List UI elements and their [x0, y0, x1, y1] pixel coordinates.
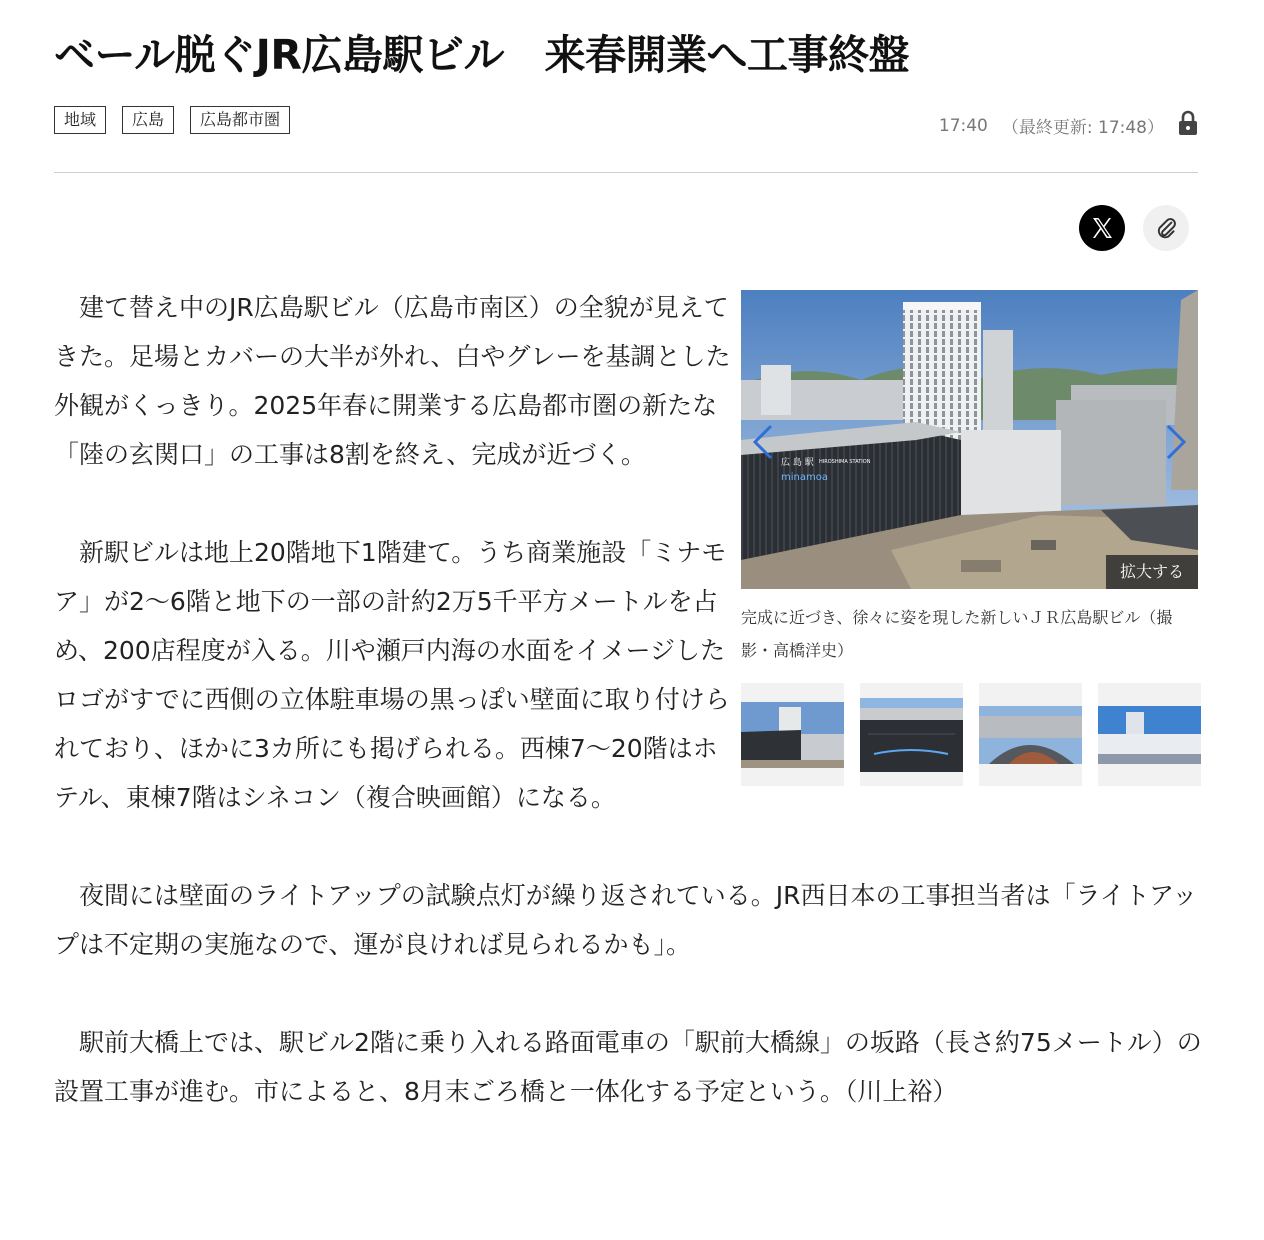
tag-hiroshima[interactable]: 広島 — [122, 106, 174, 134]
paragraph-2: 新駅ビルは地上20階地下1階建て。うち商業施設「ミナモア」が2～6階と地下の一部の計約2万5千平方メートルを占め、200店程度が入る。川や瀬戸内海の水面をイメージしたロゴがすでに西側の立体駐車場の黒っぽい壁面に取り付けられており、ほかに3カ所にも掲げられる。西棟7～20階はホテル、東棟7階はシネコン（複合映画館）になる。 — [54, 538, 730, 812]
thumbnail-2-image — [860, 698, 963, 772]
lock-icon — [1178, 110, 1198, 141]
tag-list — [54, 106, 290, 134]
photo-caption: 完成に近づき、徐々に姿を現した新しいＪＲ広島駅ビル（撮影・高橋洋史） — [741, 608, 1173, 660]
thumbnail-4[interactable] — [1098, 683, 1201, 786]
article-title: ベール脱ぐJR広島駅ビル 来春開業へ工事終盤 — [54, 31, 910, 79]
station-building-photo — [741, 290, 1198, 589]
sign-station-roman: HIROSHIMA STATION — [819, 459, 871, 465]
chevron-left-icon[interactable] — [749, 422, 779, 462]
sign-station-name: 広 島 駅 — [781, 458, 814, 468]
paragraph-4: 駅前大橋上では、駅ビル2階に乗り入れる路面電車の「駅前大橋線」の坂路（長さ約75メートル）の設置工事が進む。市によると、8月末ごろ橋と一体化する予定という。（川上裕） — [54, 1028, 1202, 1106]
article-meta — [939, 110, 1198, 141]
share-x-button[interactable] — [1079, 205, 1125, 251]
thumbnail-3[interactable] — [979, 683, 1082, 786]
copy-link-button[interactable] — [1143, 205, 1189, 251]
thumbnail-4-image — [1098, 706, 1201, 764]
paragraph-3: 夜間には壁面のライトアップの試験点灯が繰り返されている。JR西日本の工事担当者は「ライトアップは不定期の実施なので、運が良ければ見られるかも」。 — [54, 881, 1198, 959]
header-divider — [54, 172, 1198, 173]
thumbnail-strip — [741, 683, 1198, 786]
x-logo-icon — [1090, 216, 1114, 240]
chevron-right-icon[interactable] — [1160, 422, 1190, 462]
tag-hiroshima-metro[interactable]: 広島都市圏 — [190, 106, 290, 134]
thumbnail-1-image — [741, 702, 844, 768]
paragraph-1: 建て替え中のJR広島駅ビル（広島市南区）の全貌が見えてきた。足場とカバーの大半が外れ、白やグレーを基調とした外観がくっきり。2025年春に開業する広島都市圏の新たな「陸の玄関口」の工事は8割を終え、完成が近づく。 — [54, 293, 731, 469]
last-updated: （最終更新: 17:48） — [1001, 118, 1164, 138]
thumbnail-2[interactable] — [860, 683, 963, 786]
paperclip-icon — [1153, 215, 1179, 241]
photo-gallery — [741, 290, 1198, 786]
thumbnail-3-image — [979, 706, 1082, 764]
enlarge-button[interactable]: 拡大する — [1106, 555, 1198, 589]
thumbnail-1[interactable] — [741, 683, 844, 786]
tag-region[interactable]: 地域 — [54, 106, 106, 134]
main-photo[interactable] — [741, 290, 1198, 589]
publish-time: 17:40 — [938, 115, 988, 136]
sign-mall-logo: minamoa — [781, 472, 828, 483]
